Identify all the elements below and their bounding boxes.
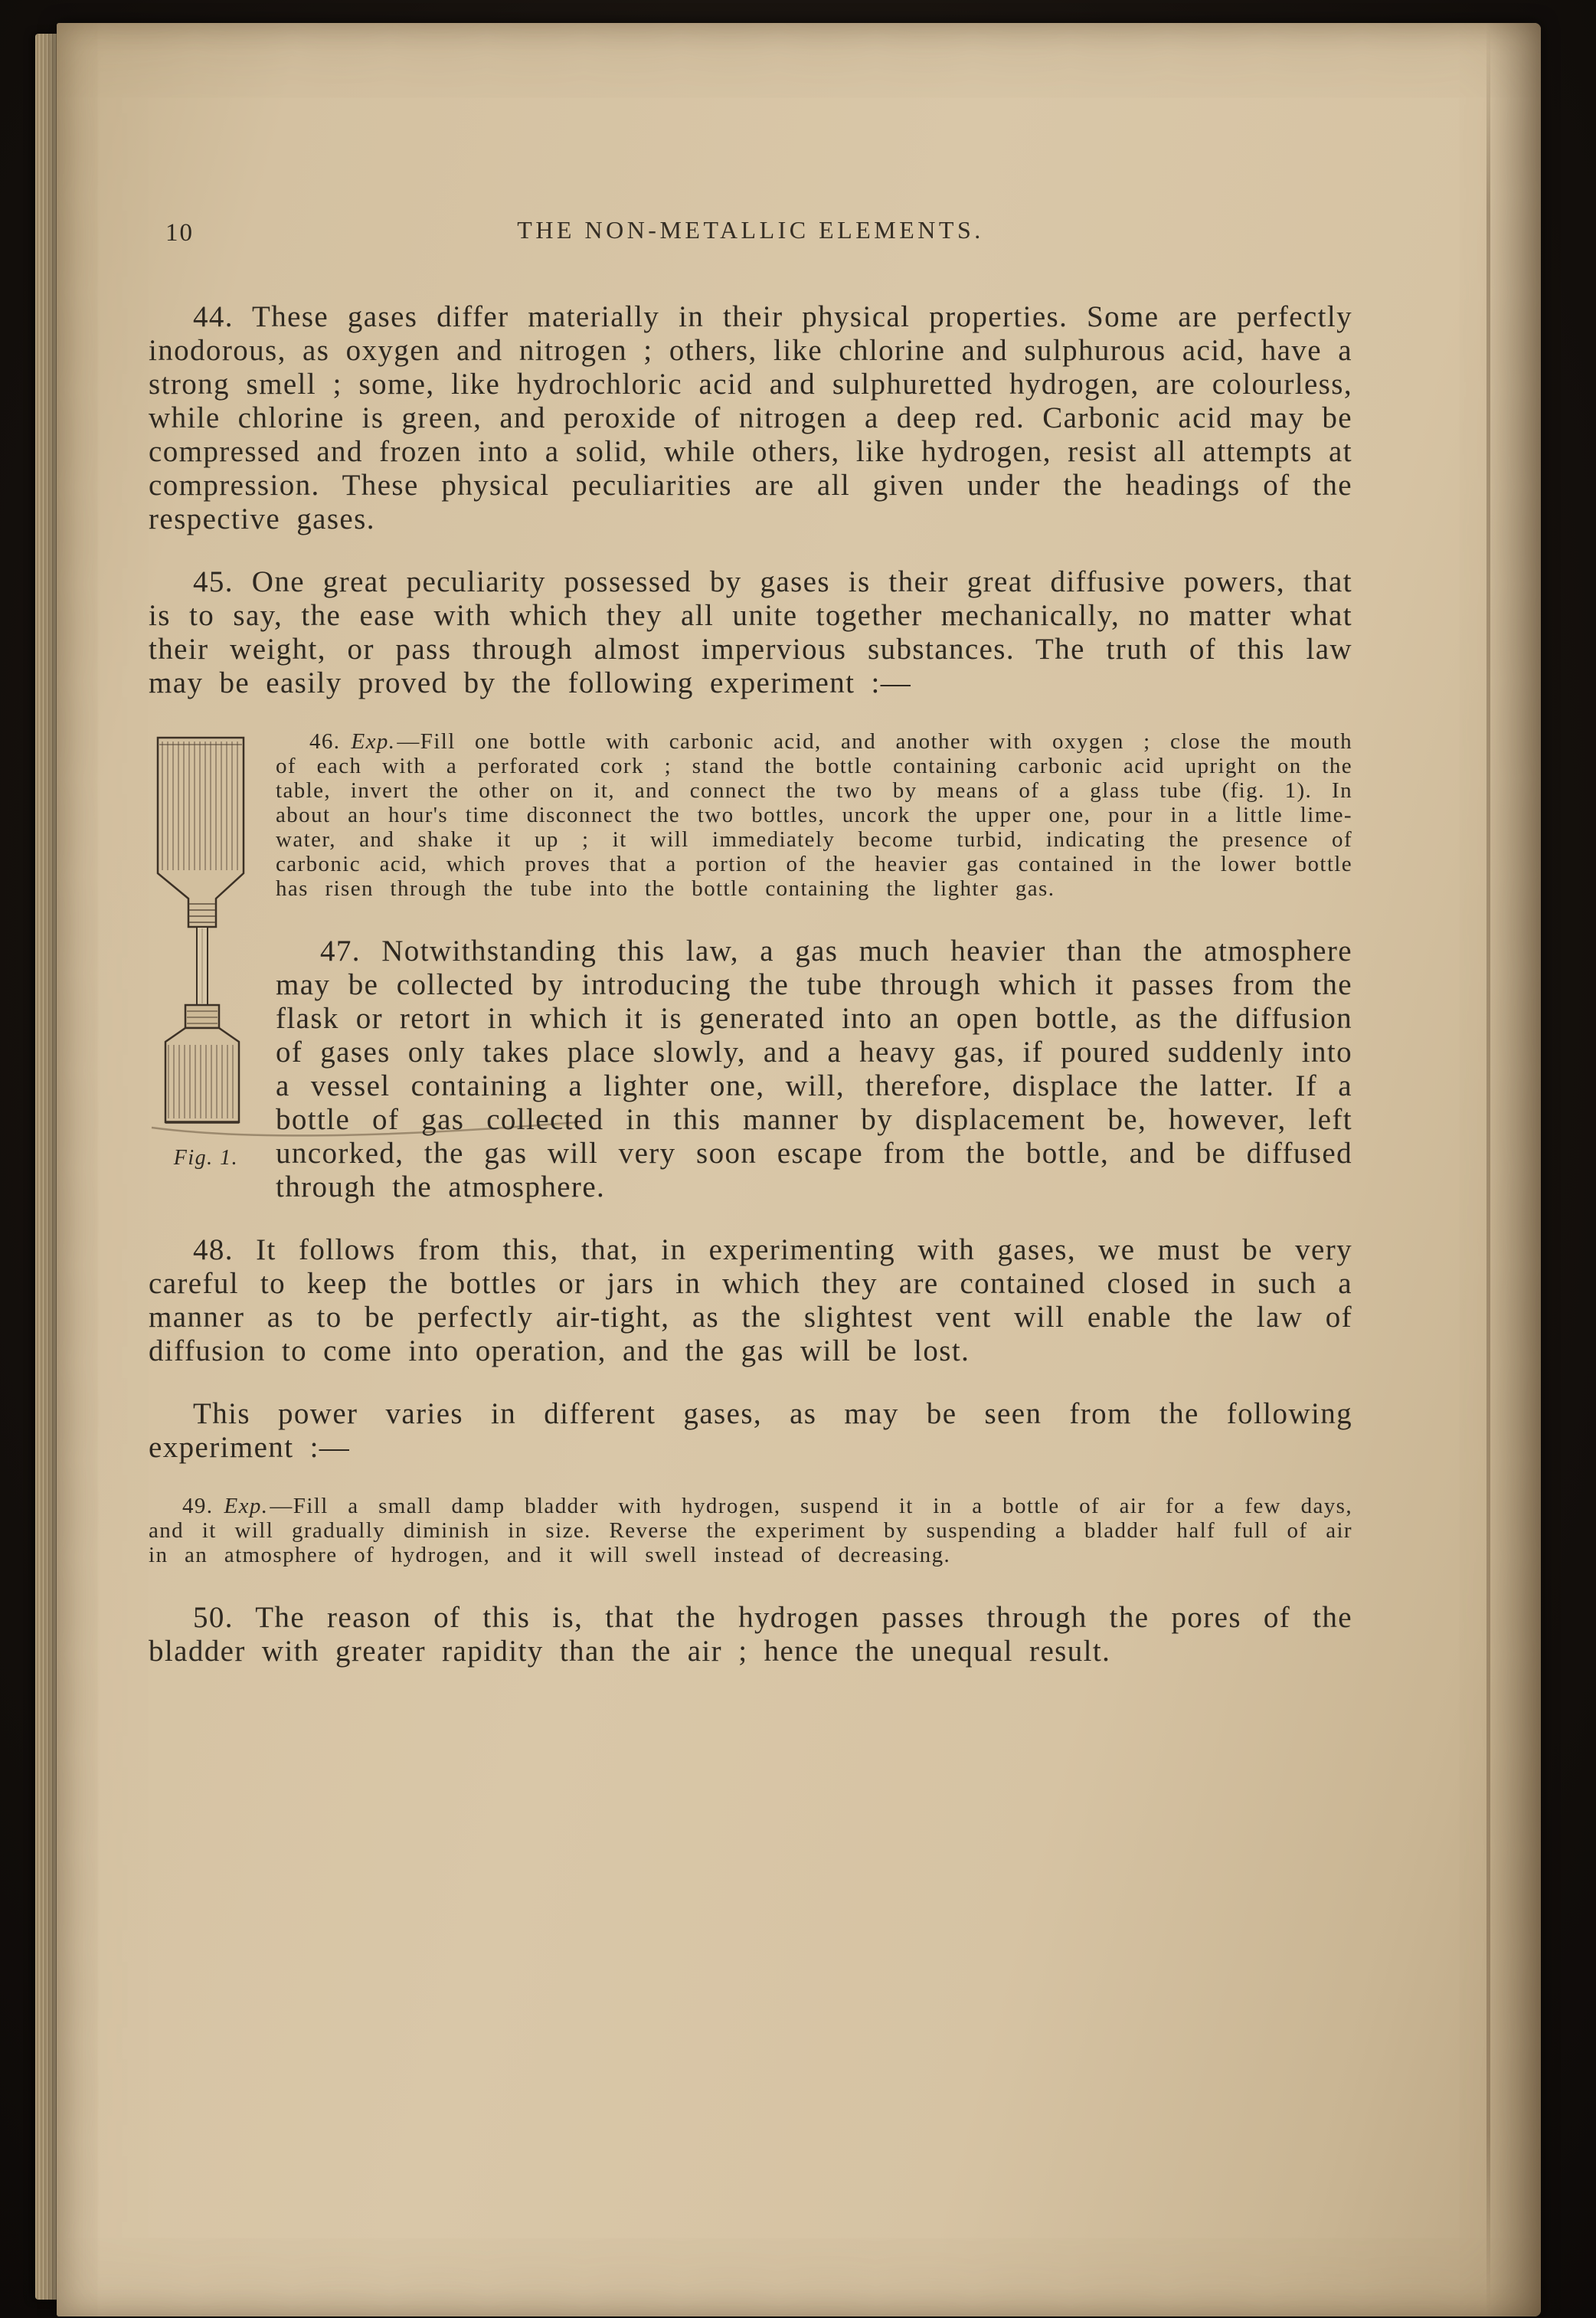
experiment-text: —Fill one bottle with carbonic acid, and another with oxygen ; close the mouth of each with a perforated cork ; stand the bottle containing carbonic acid upright on the table, invert the other on it, and connect the two by means of a glass tube (fig. 1). In about an hour's time disconnect the two bottles, uncork the upper one, pour in a little lime-water, and shake it up ; it will immediately become turbid, indicating the presence of carbonic acid, which proves that a portion of the heavier gas contained in the lower bottle has risen through the tube into the bottle containing the lighter gas. — [276, 729, 1352, 901]
gas-bottles-apparatus-illustration — [149, 735, 256, 1134]
page-content — [149, 216, 1352, 1698]
upper-bottle — [158, 738, 244, 927]
paragraph-46-experiment — [149, 729, 1352, 901]
page-header — [149, 216, 1352, 256]
paragraph-47: 47. Notwithstanding this law, a gas much heavier than the atmosphere may be collected by introducing the tube through which it passes from the flask or retort in which it is generated into an open bottle, as the diffusion of gases only takes place slowly, and a heavy gas, if poured suddenly into a vessel containing a lighter one, will, therefore, displace the latter. If a bottle of gas collected in this manner by displacement be, however, left uncorked, the gas will very soon escape from the bottle, and be diffused through the atmosphere. — [276, 935, 1352, 1203]
page-edge-shadow — [1486, 23, 1541, 2316]
book-page-edges — [35, 34, 58, 2300]
exp-label: Exp. — [224, 1494, 269, 1518]
exp-label: Exp. — [351, 729, 396, 754]
running-title: THE NON-METALLIC ELEMENTS. — [517, 216, 984, 244]
paragraph-44: 44. These gases differ materially in their physical properties. Some are perfectly inodorous, as oxygen and nitrogen ; others, like chlorine and sulphurous acid, have a strong smell ; some, like hydrochloric acid and sulphuretted hydrogen, are colourless, while chlorine is green, and peroxide of nitrogen a deep red. Carbonic acid may be compressed and frozen into a solid, while others, like hydrogen, resist all attempts at compression. These physical peculiarities are all given under the headings of the respective gases. — [149, 300, 1352, 535]
book-page — [57, 23, 1541, 2316]
paragraph-number: 49. — [182, 1494, 214, 1518]
figure-caption: Fig. 1. — [173, 1146, 239, 1170]
experiment-text: —Fill a small damp bladder with hydrogen, suspend it in a bottle of air for a few days, and it will gradually diminish in size. Reverse the experiment by suspending a bladder half full of air in an atmosphere of hydrogen, and it will swell instead of decreasing. — [149, 1494, 1352, 1567]
paragraph-48: 48. It follows from this, that, in experimenting with gases, we must be very careful to keep the bottles or jars in which they are contained closed in such a manner as to be perfectly air-tight, as the slightest vent will enable the law of diffusion to come into operation, and the gas will be lost. — [149, 1233, 1352, 1367]
paragraph-49-experiment — [149, 1494, 1352, 1567]
figure-1 — [149, 735, 263, 1170]
lower-bottle — [165, 1028, 239, 1122]
paragraph-50: 50. The reason of this is, that the hydrogen passes through the pores of the bladder with greater rapidity than the air ; hence the unequal result. — [149, 1601, 1352, 1668]
paragraph-45: 45. One great peculiarity possessed by gases is their great diffusive powers, that is to say, the ease with which they all unite together mechanically, no matter what their weight, or pass through almost impervious substances. The truth of this law may be easily proved by the following experiment :— — [149, 565, 1352, 699]
paragraph-48-continuation: This power varies in different gases, as may be seen from the following experiment :— — [149, 1397, 1352, 1464]
paragraph-number: 46. — [309, 729, 341, 754]
lower-cork — [185, 1005, 219, 1028]
page-number: 10 — [165, 219, 194, 247]
